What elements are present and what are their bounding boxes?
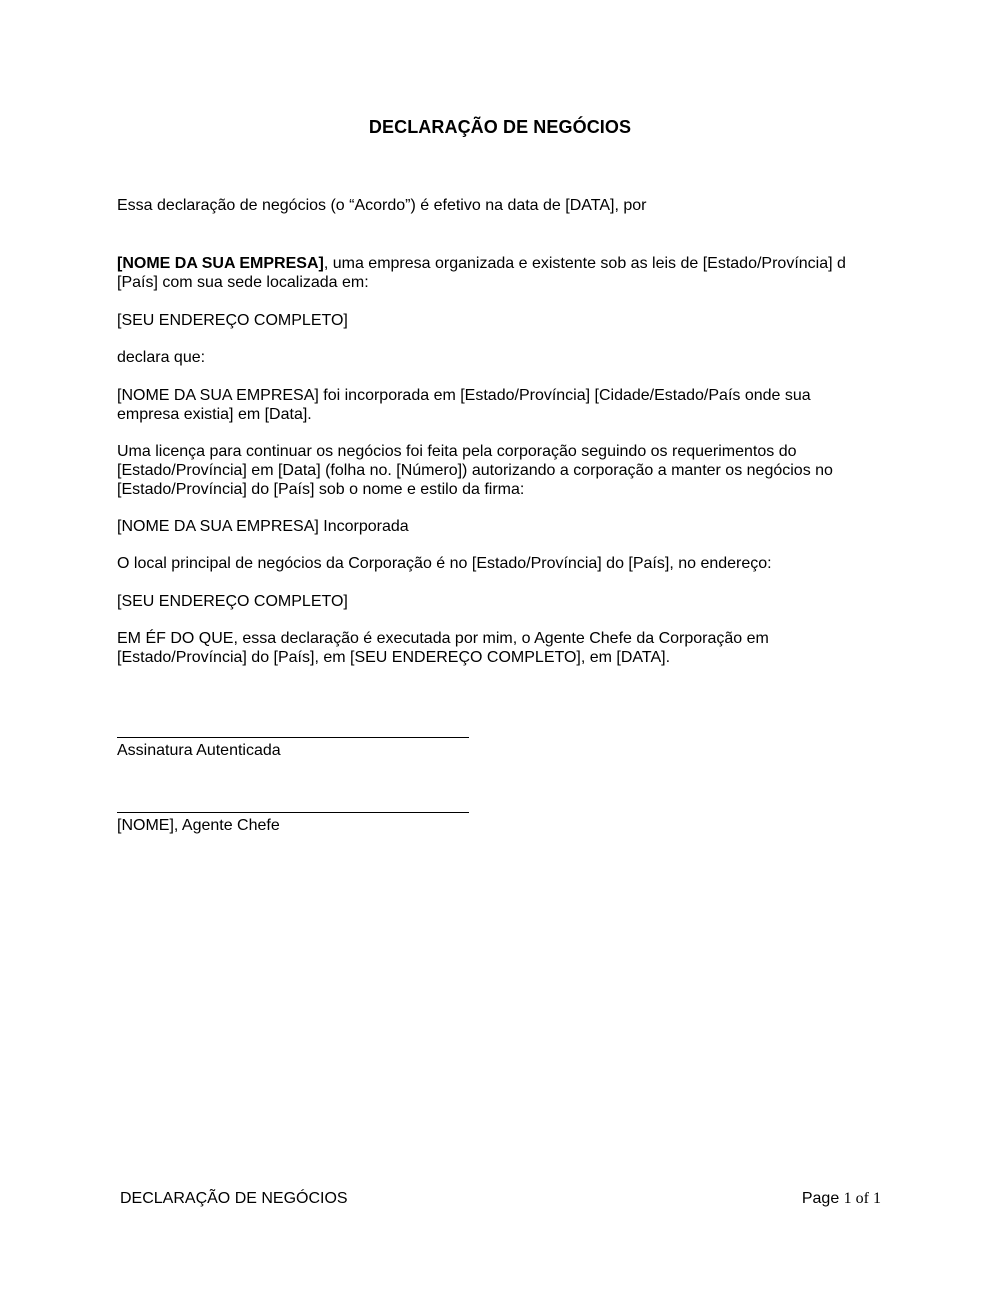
- witness-line-2: [Estado/Província] do [País], em [SEU ENDEREÇO COMPLETO], em [DATA].: [117, 649, 671, 666]
- footer-title: DECLARAÇÃO DE NEGÓCIOS: [120, 1190, 348, 1207]
- footer-page-number: [802, 1190, 881, 1208]
- witness-paragraph: [117, 629, 877, 667]
- company-name: [NOME DA SUA EMPRESA]: [117, 255, 324, 272]
- principal-place-paragraph: O local principal de negócios da Corporação é no [Estado/Província] do [País], no endereço:: [117, 555, 772, 572]
- address-paragraph-1: [SEU ENDEREÇO COMPLETO]: [117, 312, 348, 329]
- incorporation-line-2: empresa existia] em [Data].: [117, 406, 312, 423]
- document-title: DECLARAÇÃO DE NEGÓCIOS: [368, 117, 632, 137]
- license-line-3: [Estado/Província] do [País] sob o nome e estilo da firma:: [117, 481, 525, 498]
- footer-page-label: Page: [801, 1190, 844, 1207]
- signature-label-2: [NOME], Agente Chefe: [117, 817, 280, 834]
- signature-label-1: Assinatura Autenticada: [117, 742, 281, 759]
- company-line-2: [País] com sua sede localizada em:: [117, 274, 369, 291]
- license-paragraph: [117, 442, 877, 499]
- company-line-1-rest: , uma empresa organizada e existente sob as leis de [Estado/Província] d: [323, 255, 846, 272]
- company-line-1: [117, 254, 877, 273]
- firm-name-paragraph: [NOME DA SUA EMPRESA] Incorporada: [117, 518, 409, 535]
- intro-paragraph: Essa declaração de negócios (o “Acordo”) é efetivo na data de [DATA], por: [117, 197, 647, 214]
- address-paragraph-2: [SEU ENDEREÇO COMPLETO]: [117, 593, 348, 610]
- signature-line-2: [117, 812, 469, 813]
- signature-line-1: [117, 737, 469, 738]
- license-line-1: Uma licença para continuar os negócios foi feita pela corporação seguindo os requerimentos do: [117, 443, 797, 460]
- license-line-2: [Estado/Província] em [Data] (folha no. [Número]) autorizando a corporação a manter os negócios no: [117, 462, 833, 479]
- footer-page-current: 1: [843, 1190, 852, 1207]
- witness-line-1: EM ÉF DO QUE, essa declaração é executada por mim, o Agente Chefe da Corporação em: [117, 630, 769, 647]
- company-paragraph: [117, 254, 877, 292]
- footer-of-label: of: [851, 1190, 873, 1207]
- incorporation-line-1: [NOME DA SUA EMPRESA] foi incorporada em [Estado/Província] [Cidade/Estado/País onde sua: [117, 387, 811, 404]
- footer-page-total: 1: [873, 1190, 881, 1207]
- declares-paragraph: declara que:: [117, 349, 206, 366]
- incorporation-paragraph: [117, 386, 877, 424]
